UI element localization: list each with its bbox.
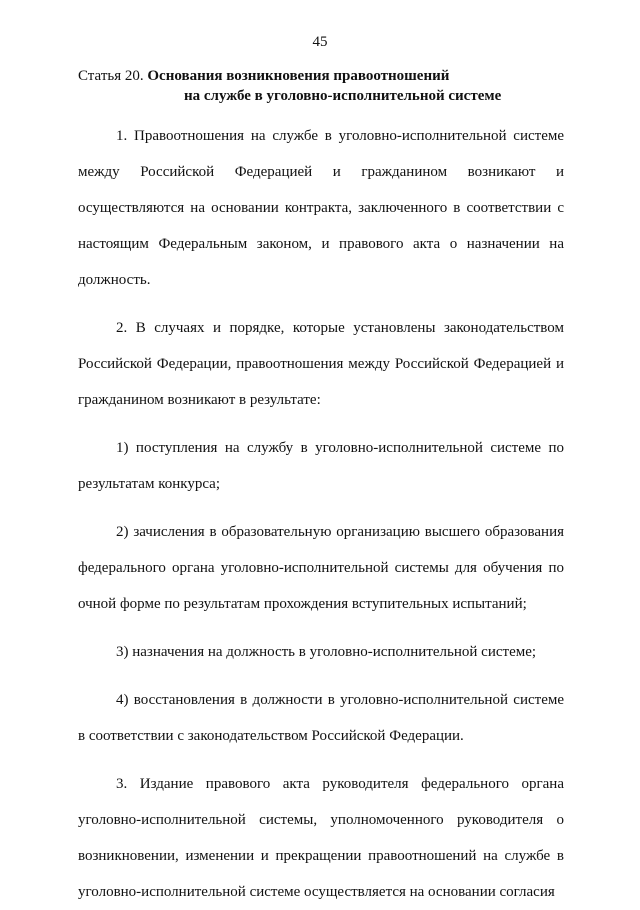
- list-item-4: 4) восстановления в должности в уголовно-исполнительной системе в соответствии с законодательством Российской Федерации.: [78, 692, 564, 744]
- article-label: Статья 20.: [78, 68, 144, 84]
- list-item-2: 2) зачисления в образовательную организацию высшего образования федерального органа уголовно-исполнительной системы для обучения по очной форме по результатам прохождения вступительных испытаний;: [78, 524, 564, 612]
- page-number: 45: [312, 34, 328, 50]
- article-heading: [78, 66, 578, 106]
- list-item-3: 3) назначения на должность в уголовно-исполнительной системе;: [116, 644, 537, 660]
- article-title-line1: Основания возникновения правоотношений: [147, 68, 450, 84]
- paragraph-3: 3. Издание правового акта руководителя федерального органа уголовно-исполнительной системы, уполномоченного руководителя о возникновении, изменении и прекращении правоотношений на службе в уголовно-исполнительной системе осуществляется на основании согласия: [78, 776, 564, 900]
- paragraph-1: 1. Правоотношения на службе в уголовно-исполнительной системе между Российской Федерацией и гражданином возникают и осуществляются на основании контракта, заключенного в соответствии с настоящим Федеральным законом, и правового акта о назначении на должность.: [78, 128, 564, 288]
- list-item-1: 1) поступления на службу в уголовно-исполнительной системе по результатам конкурса;: [78, 440, 564, 492]
- paragraph-2: 2. В случаях и порядке, которые установлены законодательством Российской Федерации, правоотношения между Российской Федерацией и гражданином возникают в результате:: [78, 320, 564, 408]
- article-heading-line1: [78, 66, 578, 86]
- article-body: [78, 118, 564, 910]
- article-title-line2: на службе в уголовно-исполнительной системе: [184, 88, 502, 104]
